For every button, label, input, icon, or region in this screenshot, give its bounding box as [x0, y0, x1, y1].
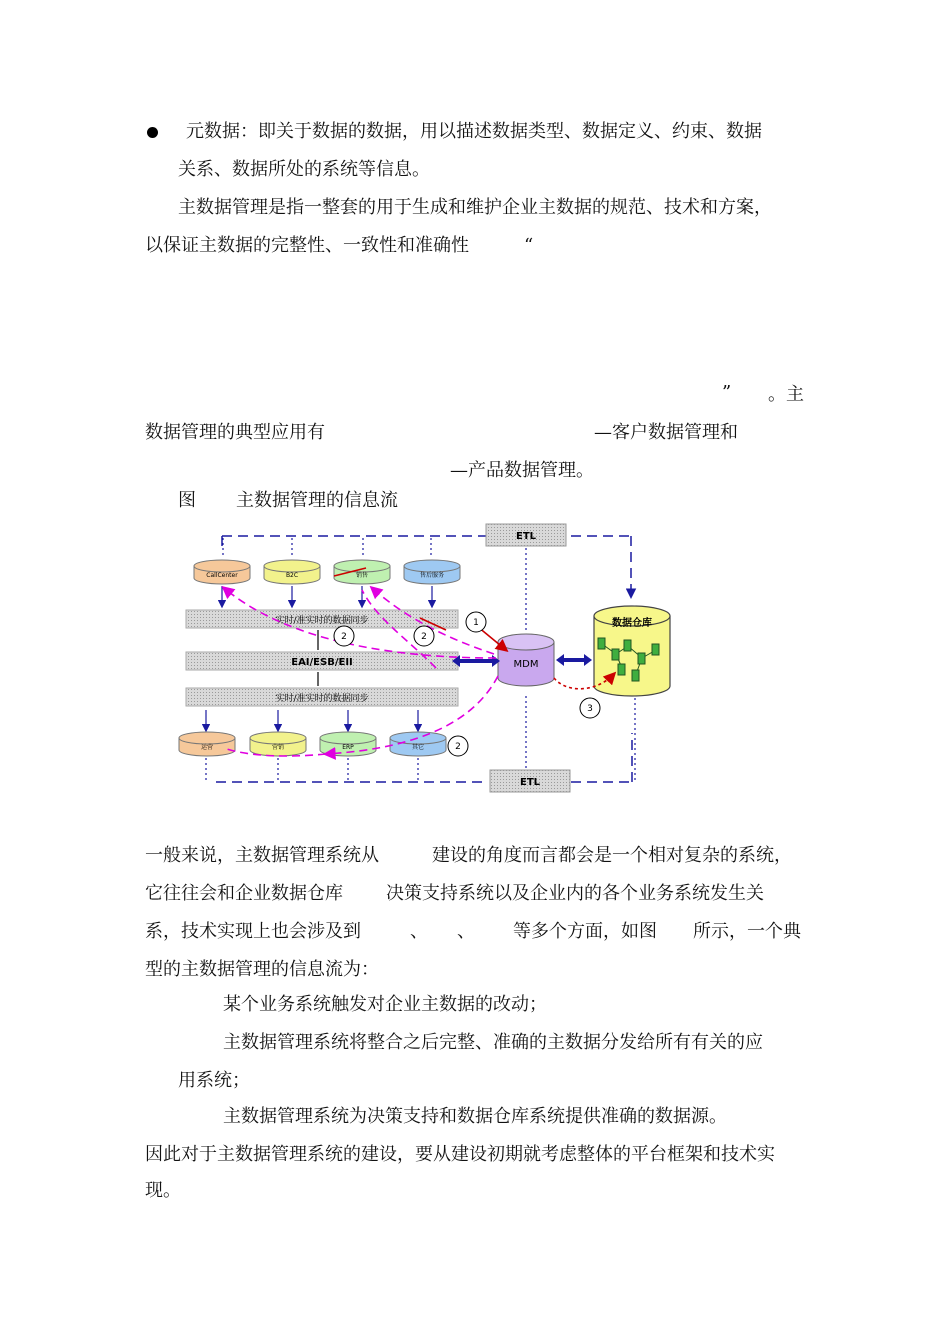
close-quote: ”	[722, 382, 732, 403]
step-circle-3: 3	[587, 704, 593, 714]
top-system-cylinders	[194, 560, 460, 584]
para3-line1-b: 建设的角度而言都会是一个相对复杂的系统，	[432, 845, 792, 866]
mdm-information-flow-diagram	[176, 518, 652, 800]
etl-top-label: ETL	[515, 531, 537, 542]
system-erp-label: ERP	[342, 744, 354, 751]
system-sales	[334, 560, 390, 584]
mdm-cylinder	[498, 634, 554, 686]
para4-line2: 现。	[145, 1180, 181, 1201]
system-service-label: 售后服务	[419, 572, 445, 579]
step-circle-2b: 2	[421, 632, 427, 642]
step-2-text-line1: 主数据管理系统将整合之后完整、准确的主数据分发给所有有关的应	[223, 1032, 763, 1053]
para3-line3-a: 系，技术实现上也会涉及到	[145, 921, 361, 942]
data-warehouse-cylinder	[594, 606, 670, 696]
para3-line3-e: 所示，一个典	[693, 921, 801, 942]
step-circle-2c: 2	[455, 742, 461, 752]
sync-bar-bottom-label: 实时/准实时的数据同步	[275, 694, 369, 704]
open-quote: “	[524, 235, 534, 256]
sync-bar-top-label: 实时/准实时的数据同步	[275, 616, 369, 626]
sync-bar-bottom	[186, 688, 458, 706]
figure-label: 图	[178, 490, 196, 511]
step-circle-1: 1	[473, 618, 479, 628]
mdm-applications-line-b: —客户数据管理和	[594, 422, 738, 443]
bullet-dot	[147, 127, 158, 138]
system-operations-label: 运营	[200, 744, 214, 751]
step-2-text-line2: 用系统；	[178, 1070, 250, 1091]
system-b2c	[264, 560, 320, 584]
step-1-text: 某个业务系统触发对企业主数据的改动；	[223, 994, 547, 1015]
system-operations	[179, 732, 235, 756]
etl-box-top	[486, 524, 566, 546]
para3-line3-d: 等多个方面，如图	[513, 921, 657, 942]
system-other-label: 其它	[411, 744, 425, 751]
etl-bottom-label: ETL	[519, 777, 541, 788]
eai-bar-label: EAI/ESB/EII	[291, 657, 353, 668]
system-b2c-label: B2C	[285, 572, 299, 579]
bottom-system-cylinders	[179, 732, 446, 756]
para3-line3-c: 、	[457, 921, 475, 942]
system-callcenter	[194, 560, 250, 584]
para3-line1-a: 一般来说，主数据管理系统从	[145, 845, 379, 866]
system-callcenter-label: CallCenter	[206, 572, 238, 579]
figure-caption: 主数据管理的信息流	[236, 490, 398, 511]
system-sales-label: 销售	[355, 572, 369, 579]
system-marketing-label: 营销	[271, 744, 285, 751]
metadata-definition-line1: 元数据：即关于数据的数据，用以描述数据类型、数据定义、约束、数据	[186, 121, 762, 142]
metadata-definition-line2: 关系、数据所处的系统等信息。	[178, 159, 430, 180]
etl-box-bottom	[490, 770, 570, 792]
sync-bar-top	[186, 610, 458, 628]
mdm-label: MDM	[513, 659, 539, 670]
system-service	[404, 560, 460, 584]
warehouse-label: 数据仓库	[612, 618, 652, 629]
mdm-definition-line1: 主数据管理是指一整套的用于生成和维护企业主数据的规范、技术和方案，	[178, 197, 772, 218]
para3-line2-b: 决策支持系统以及企业内的各个业务系统发生关	[386, 883, 764, 904]
mdm-applications-line-c: —产品数据管理。	[450, 460, 594, 481]
para3-line3-b: 、	[410, 921, 428, 942]
para3-line2-a: 它往往会和企业数据仓库	[145, 883, 343, 904]
para3-line4: 型的主数据管理的信息流为：	[145, 959, 379, 980]
mdm-applications-line-a: 数据管理的典型应用有	[145, 422, 325, 443]
step-circle-2a: 2	[341, 632, 347, 642]
step-3-text: 主数据管理系统为决策支持和数据仓库系统提供准确的数据源。	[223, 1106, 727, 1127]
para4-line1: 因此对于主数据管理系统的建设，要从建设初期就考虑整体的平台框架和技术实	[145, 1144, 775, 1165]
mdm-definition-line2: 以保证主数据的完整性、一致性和准确性	[145, 235, 469, 256]
system-marketing	[250, 732, 306, 756]
mdm-definition-line3-tail: 。主	[768, 384, 804, 405]
